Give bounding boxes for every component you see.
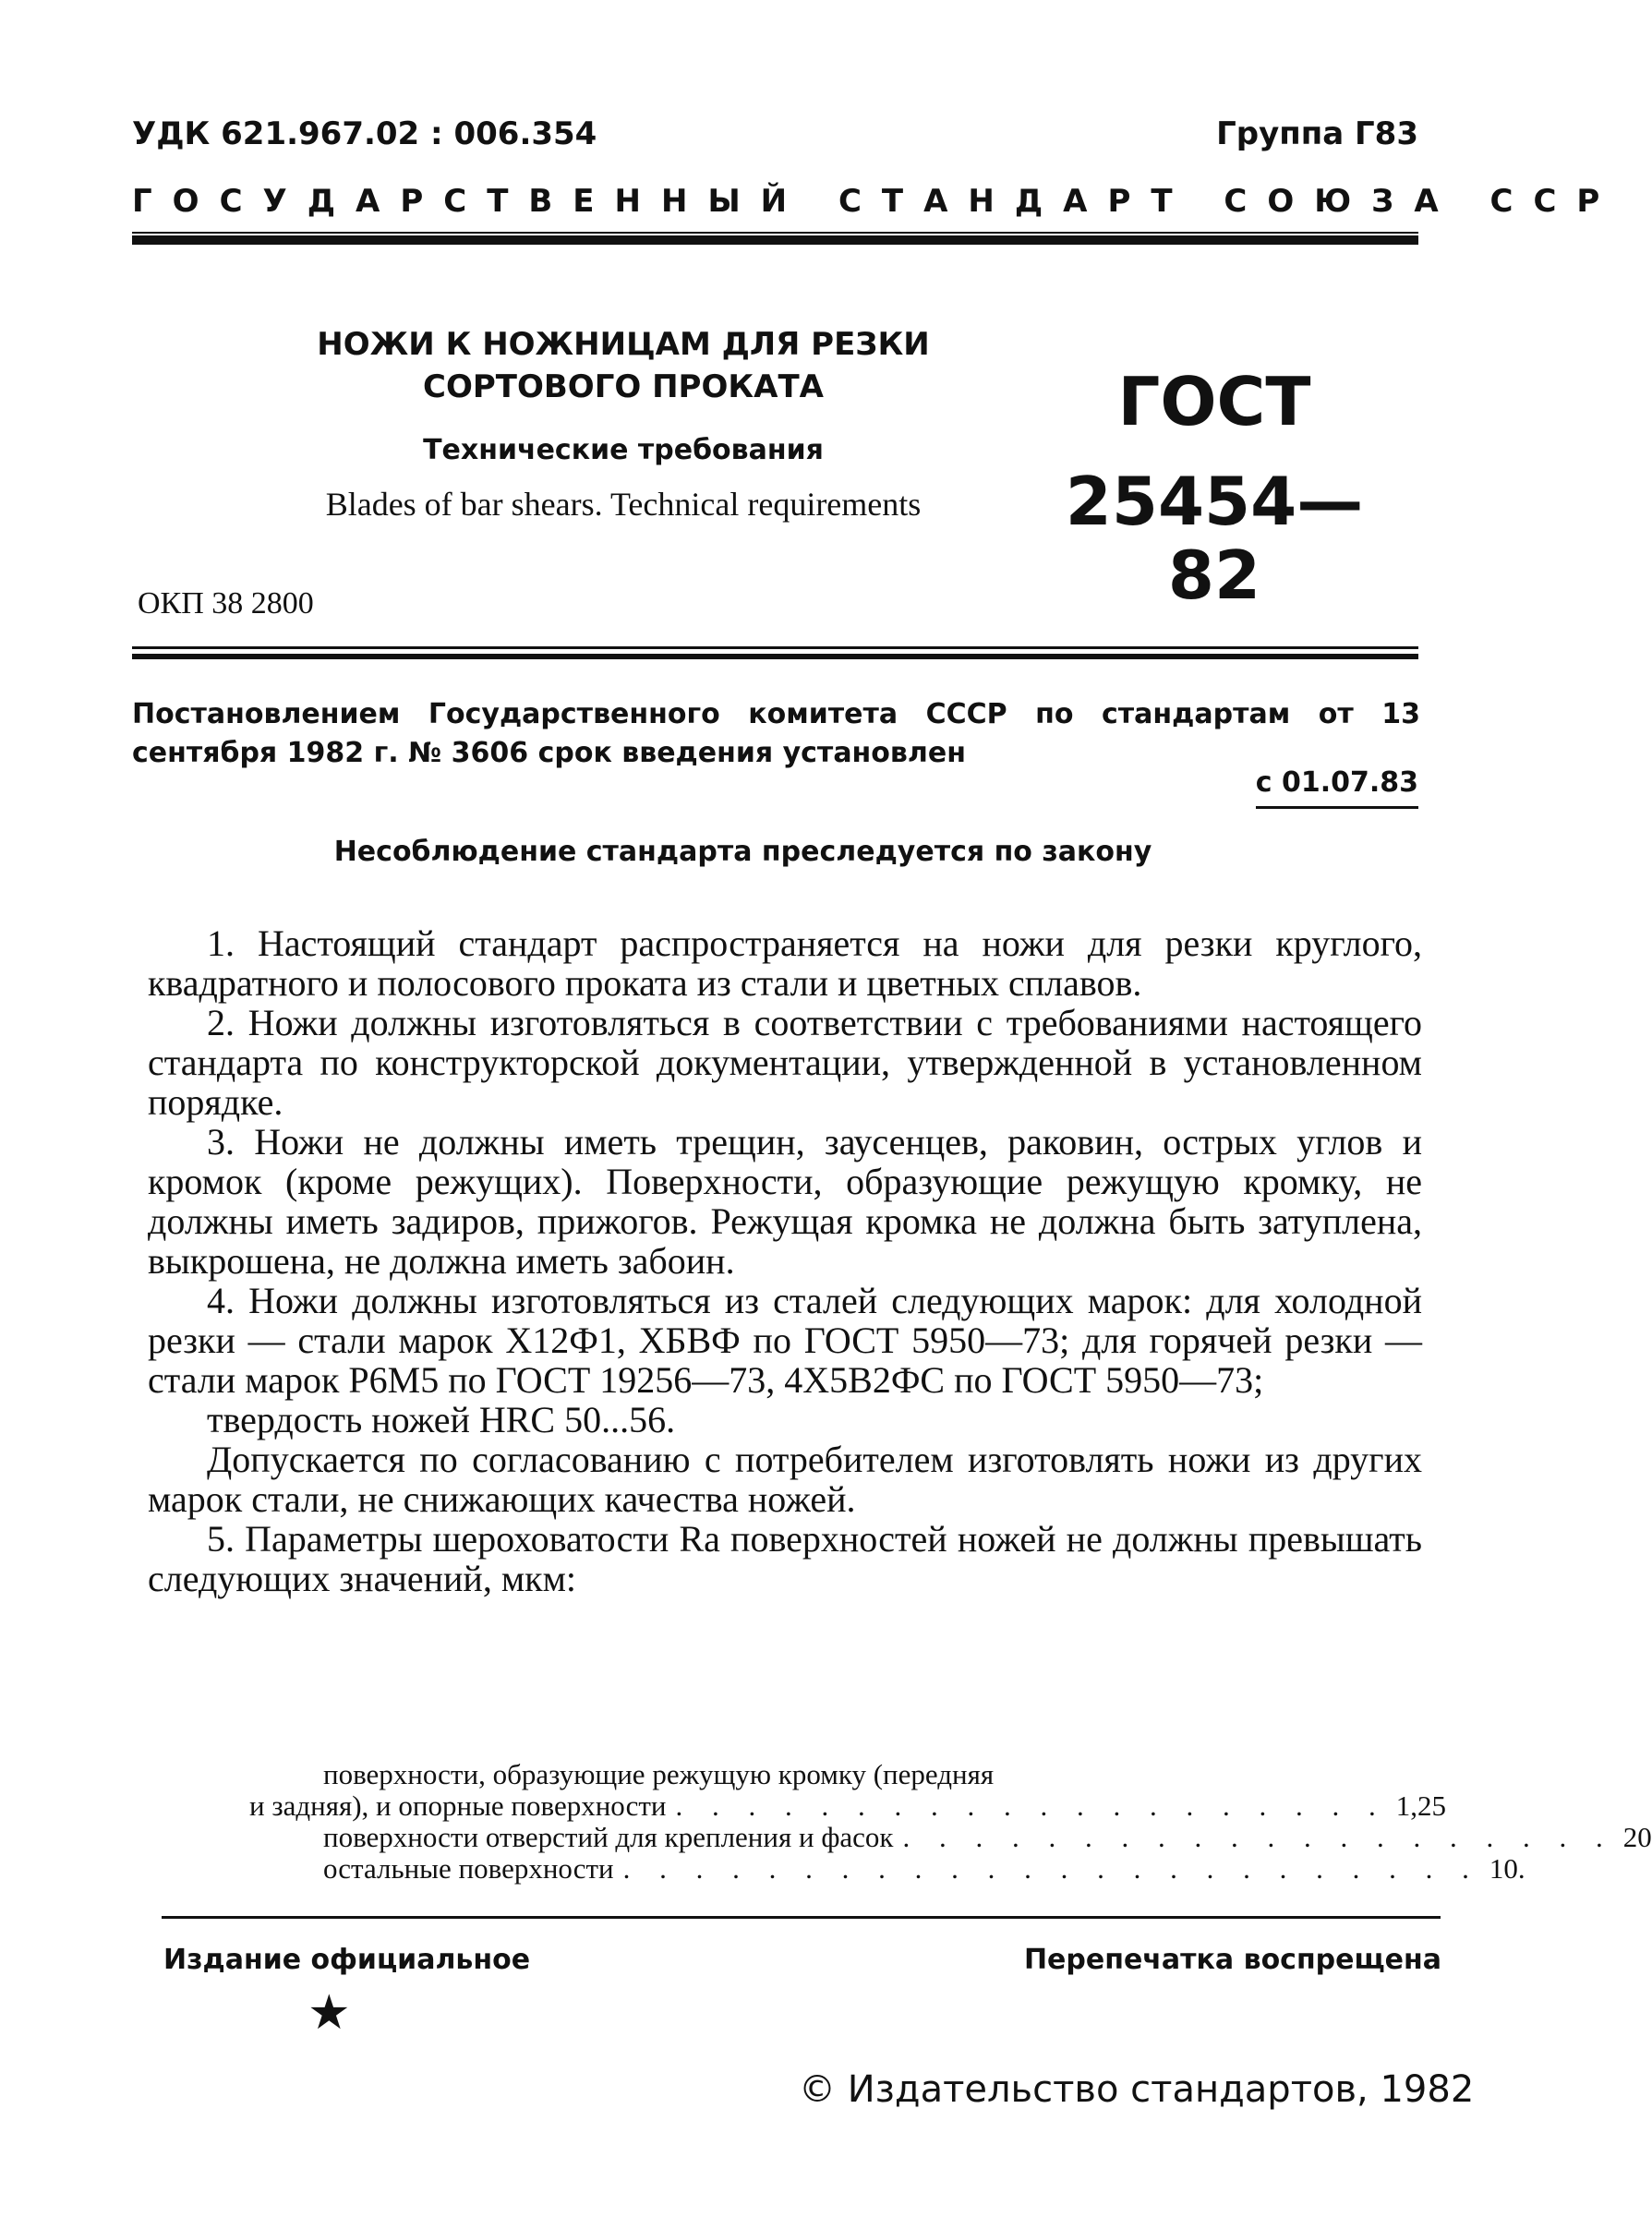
roughness-row-3-label: остальные поверхности	[323, 1852, 614, 1885]
roughness-row-2-label: поверхности отверстий для крепления и фасок	[323, 1821, 894, 1853]
english-title: Blades of bar shears. Technical requirements	[325, 486, 922, 523]
paragraph-4-hardness: твердость ножей HRC 50...56.	[207, 1399, 676, 1440]
footer-rule	[162, 1916, 1441, 1919]
publisher-copyright: © Издательство стандартов, 1982	[799, 2068, 1475, 2111]
paragraph-5: 5. Параметры шероховатости Ra поверхностей ножей не должны превышать следующих значений, мкм:	[148, 1518, 1422, 1599]
paragraph-4: 4. Ножи должны изготовляться из сталей следующих марок: для холодной резки — стали марок Х12Ф1, ХБВФ по ГОСТ 5950—73; для горячей резки — стали марок Р6М5 по ГОСТ 19256—73, 4Х5В2ФС по ГОСТ 5950—73;	[148, 1280, 1422, 1401]
roughness-row-1-label-b: и задняя), и опорные поверхности	[249, 1789, 667, 1822]
roughness-row-2-value: 20	[1622, 1821, 1652, 1853]
effective-date: с 01.07.83	[1256, 766, 1418, 809]
star-icon: ★	[307, 1985, 351, 2041]
header-thin-rule	[132, 232, 1418, 234]
title-line-2: СОРТОВОГО ПРОКАТА	[423, 368, 824, 405]
udk-code: УДК 621.967.02 : 006.354	[132, 115, 597, 152]
paragraph-4-allowance: Допускается по согласованию с потребителем изготовлять ножи из других марок стали, не снижающих качества ножей.	[148, 1439, 1422, 1520]
roughness-table	[249, 1758, 1652, 1885]
roughness-row-3	[249, 1852, 1525, 1885]
paragraph-3: 3. Ножи не должны иметь трещин, заусенцев, раковин, острых углов и кромок (кроме режущих). Поверхности, образующие режущую кромку, не должны иметь задиров, прижогов. Режущая кромка не должна быть затуплена, выкрошена, не должна иметь забоин.	[148, 1121, 1422, 1282]
roughness-row-1	[249, 1789, 1446, 1822]
header-thick-rule	[132, 235, 1418, 245]
title-line-1: НОЖИ К НОЖНИЦАМ ДЛЯ РЕЗКИ	[317, 326, 930, 363]
separator-rule-thick	[132, 654, 1418, 659]
legal-warning: Несоблюдение стандарта преследуется по закону	[333, 836, 1152, 868]
separator-rule-thin	[132, 646, 1418, 649]
roughness-row-2	[249, 1821, 1652, 1853]
okp-code: ОКП 38 2800	[138, 586, 314, 621]
roughness-row-3-value: 10.	[1489, 1852, 1525, 1885]
paragraph-2: 2. Ножи должны изготовляться в соответствии с требованиями настоящего стандарта по конструкторской документации, утвержденной в установленном порядке.	[148, 1002, 1422, 1123]
subtitle: Технические требования	[423, 434, 824, 466]
roughness-row-1-label-a: поверхности, образующие режущую кромку (передняя	[323, 1758, 995, 1790]
leader-dots: . . . . . . . . . . . . . . . . . . . . . . . .	[622, 1852, 1480, 1885]
decree-text: Постановлением Государственного комитета СССР по стандартам от 13 сентября 1982 г. № 3606 срок введения установлен	[132, 698, 1420, 769]
standard-body	[148, 923, 1422, 1598]
leader-dots: . . . . . . . . . . . . . . . . . . . .	[902, 1821, 1614, 1853]
gost-designation	[1030, 365, 1399, 612]
document-title-block	[231, 323, 1016, 524]
gost-number: 25454—82	[1065, 463, 1364, 614]
leader-dots: . . . . . . . . . . . . . . . . . . . .	[675, 1789, 1387, 1822]
roughness-row-1-head	[249, 1759, 1353, 1790]
gost-word: ГОСТ	[1117, 363, 1311, 440]
official-edition: Издание официальное	[163, 1944, 531, 1976]
roughness-row-1-value: 1,25	[1395, 1789, 1446, 1822]
state-standard-banner: ГОСУДАРСТВЕННЫЙ СТАНДАРТ СОЮЗА ССР	[132, 183, 1621, 220]
reprint-prohibited: Перепечатка воспрещена	[1023, 1944, 1441, 1976]
group-code: Группа Г83	[1216, 115, 1418, 152]
paragraph-1: 1. Настоящий стандарт распространяется на ножи для резки круглого, квадратного и полосового проката из стали и цветных сплавов.	[148, 922, 1422, 1004]
